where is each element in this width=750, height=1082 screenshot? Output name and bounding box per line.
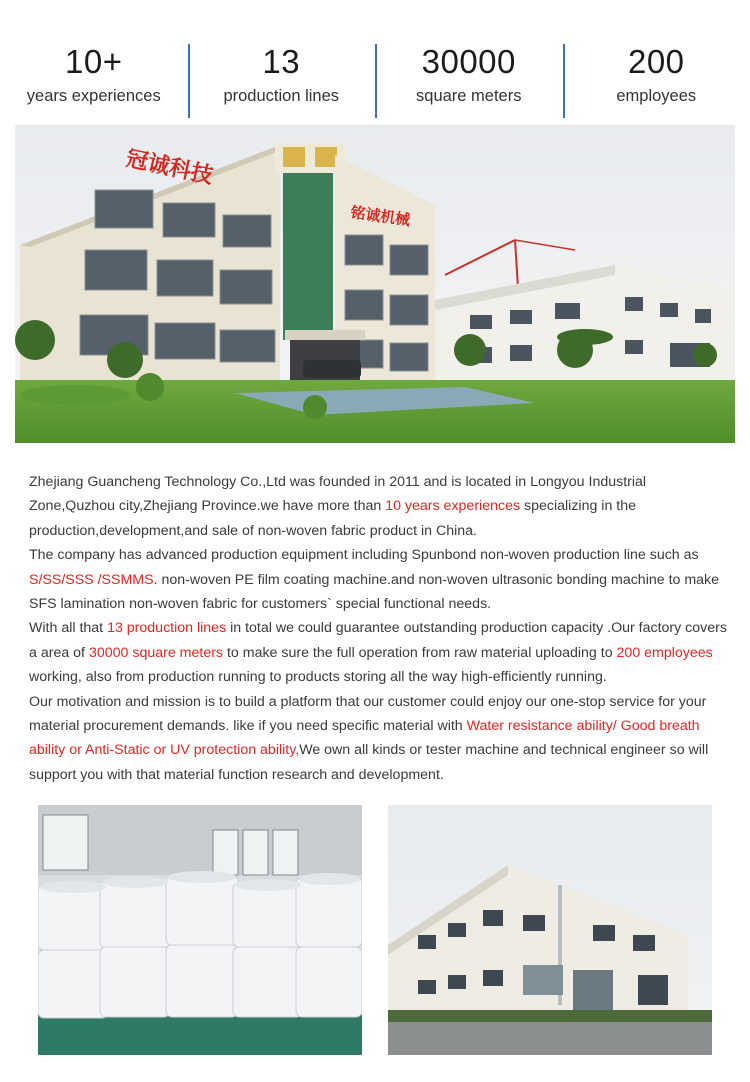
highlight-square-meters: 30000 square meters bbox=[88, 644, 224, 661]
company-description bbox=[29, 470, 729, 787]
highlight-line-types: S/SS/SSS /SSMMS bbox=[29, 571, 154, 588]
stat-number: 13 bbox=[262, 43, 301, 80]
stat-label: years experiences bbox=[26, 87, 161, 105]
highlight-production-lines: 13 production lines bbox=[107, 620, 227, 637]
highlight-employees: 200 employees bbox=[616, 644, 713, 661]
text: working, also from production running to products storing all the way high-efficiently running. bbox=[29, 669, 607, 686]
fabric-rolls-warehouse-photo bbox=[38, 805, 362, 1055]
stat-label: square meters bbox=[416, 87, 522, 105]
paragraph-mission bbox=[29, 690, 729, 788]
factory-building-photo bbox=[15, 125, 735, 443]
highlight-functions: Water resistance ability/ Good breath ability or Anti-Static or UV protection ability, bbox=[29, 718, 700, 759]
text: Zhejiang Guancheng Technology Co.,Ltd was founded in 2011 and is located in Longyou Industrial Zone,Quzhou city,Zhejiang Province.we have more than bbox=[29, 474, 647, 515]
paragraph-capacity bbox=[29, 616, 729, 689]
text: Our motivation and mission is to build a platform that our customer could enjoy our one-stop service for your material procurement demands. like if you need specific material with bbox=[29, 693, 707, 735]
signage-text-side: 铭诚机械 bbox=[349, 203, 412, 230]
stat-production-lines bbox=[188, 40, 376, 120]
text: in total we could guarantee outstanding production capacity .Our factory covers a area of bbox=[29, 620, 727, 661]
text: We own all kinds or tester machine and technical engineer so will support you with that material function research and development. bbox=[29, 742, 709, 783]
stat-number: 10+ bbox=[65, 43, 123, 80]
paragraph-equipment bbox=[29, 543, 729, 616]
text: With all that bbox=[29, 620, 108, 637]
stat-years bbox=[0, 40, 188, 120]
text: specializing in the production,development,and sale of non-woven fabric product in China. bbox=[29, 498, 636, 539]
stat-number: 30000 bbox=[421, 43, 516, 80]
stats-row bbox=[0, 40, 750, 120]
stat-number: 200 bbox=[627, 43, 685, 80]
paragraph-founding bbox=[29, 470, 729, 543]
stat-employees bbox=[563, 40, 750, 120]
stat-square-meters bbox=[375, 40, 563, 120]
text: . non-woven PE film coating machine.and non-woven ultrasonic bonding machine to make SFS lamination non-woven fabric for customers` special functional needs. bbox=[29, 571, 720, 613]
factory-exterior-photo bbox=[388, 805, 712, 1055]
signage-text-top: 冠诚科技 bbox=[123, 146, 216, 190]
text: to make sure the full operation from raw material uploading to bbox=[223, 644, 617, 661]
text: The company has advanced production equipment including Spunbond non-woven production line such as bbox=[29, 547, 699, 564]
stat-label: employees bbox=[616, 87, 697, 105]
stat-label: production lines bbox=[223, 87, 340, 105]
highlight-years: 10 years experiences bbox=[385, 498, 521, 515]
